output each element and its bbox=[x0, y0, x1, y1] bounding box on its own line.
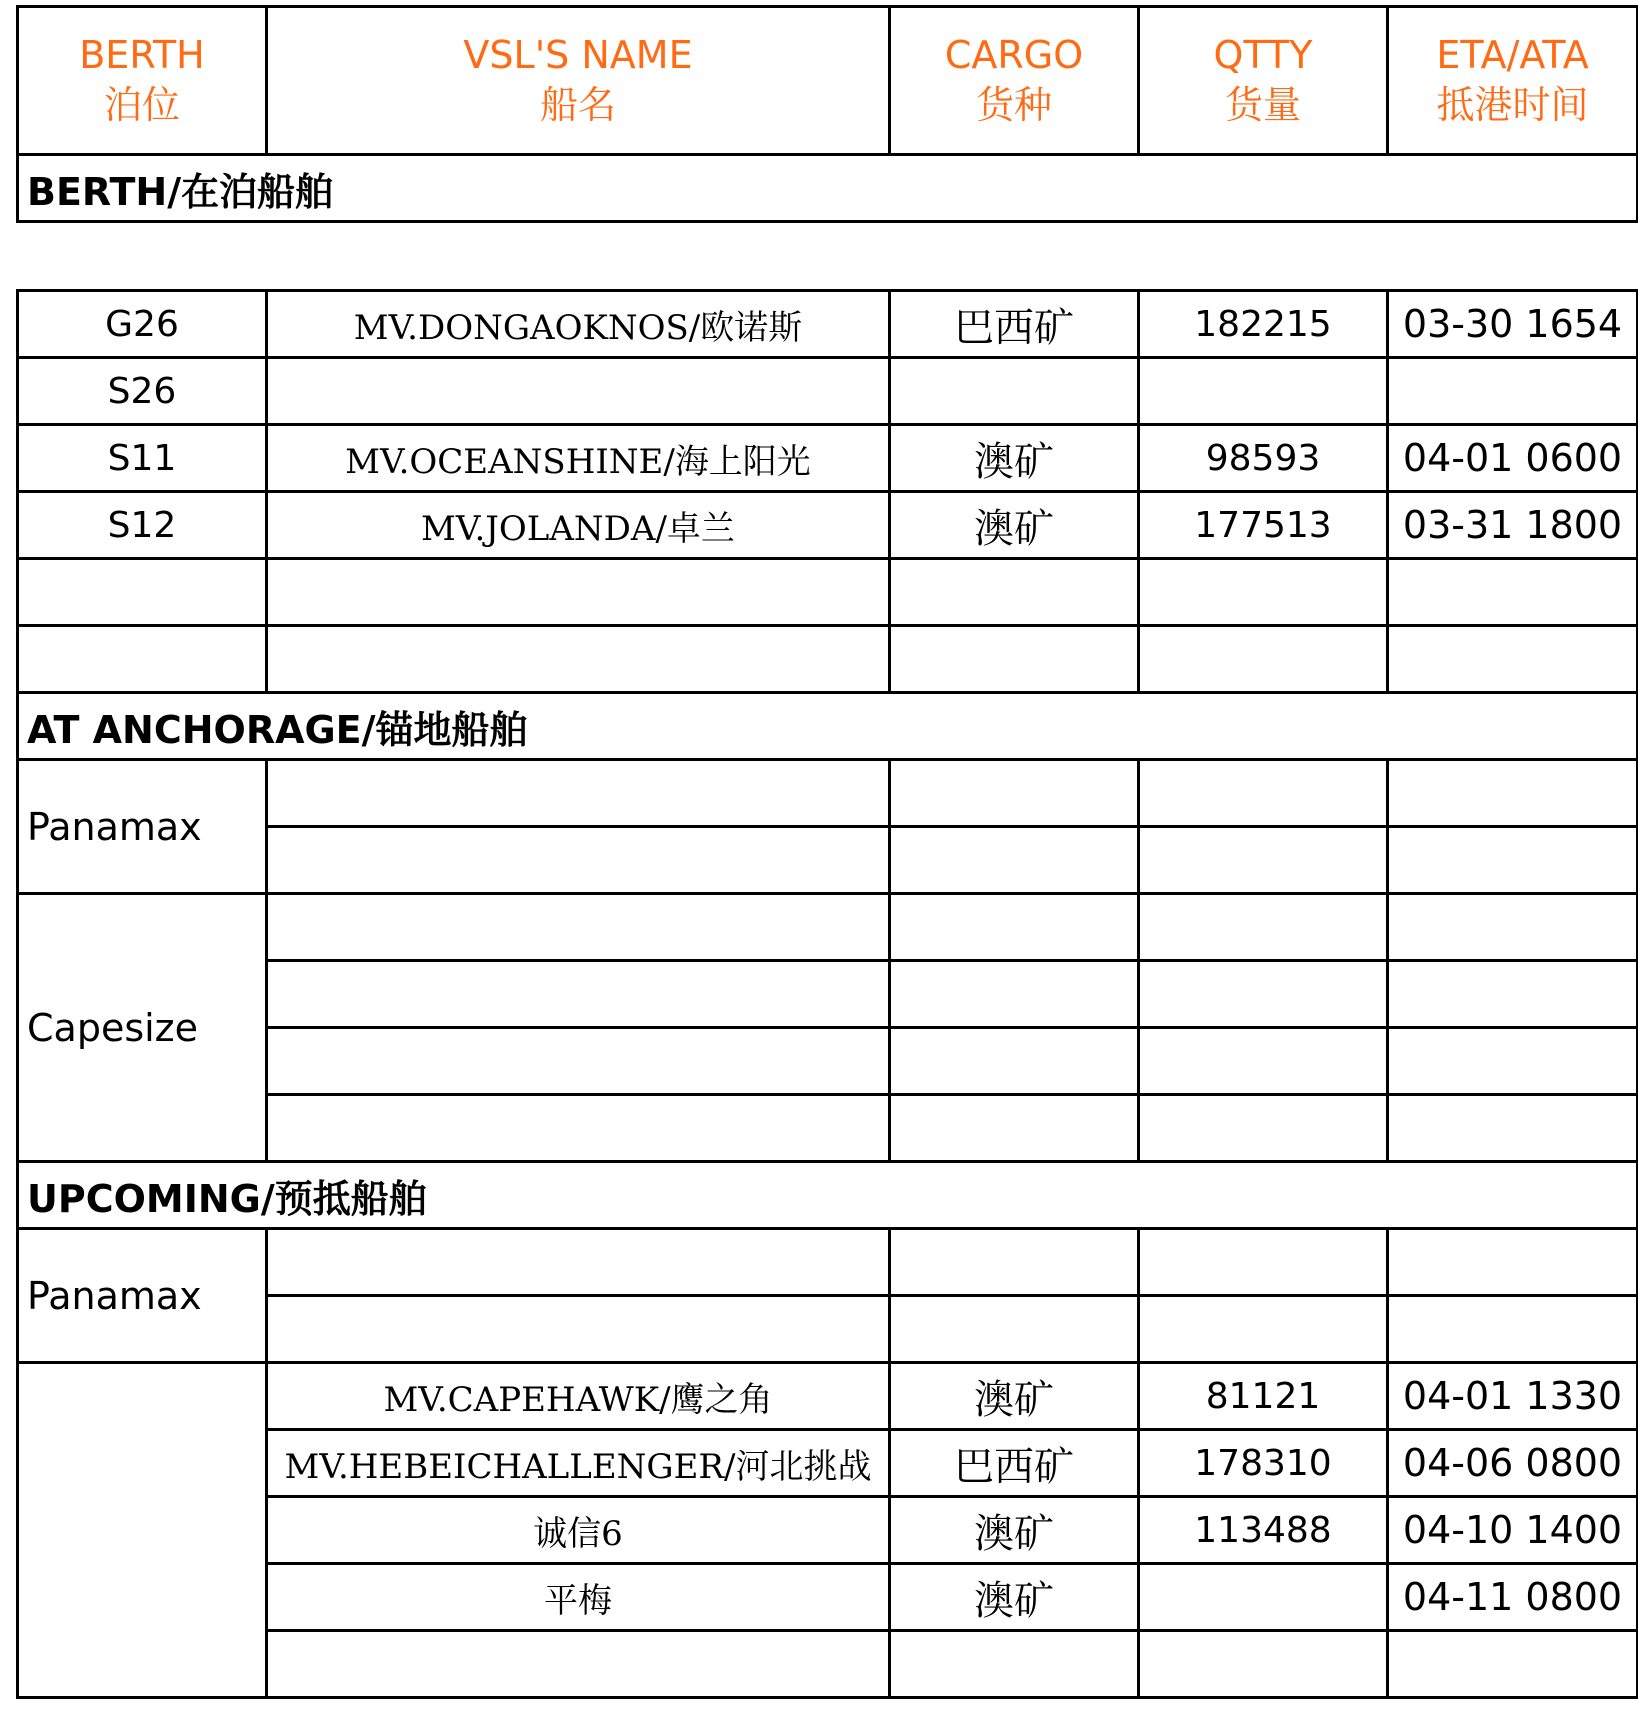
header-vsl-name: VSL'S NAME 船名 bbox=[267, 7, 890, 155]
upcoming-capesize-blank bbox=[18, 1363, 267, 1698]
qtty-cell bbox=[1139, 358, 1388, 425]
eta-cell: 04-01 0600 bbox=[1388, 425, 1638, 492]
berth-cell: S11 bbox=[18, 425, 267, 492]
schedule-header-table bbox=[16, 5, 1638, 223]
section-title-anchorage: AT ANCHORAGE/锚地船舶 bbox=[18, 693, 1638, 760]
cargo-cell: 澳矿 bbox=[890, 1497, 1139, 1564]
eta-cell: 04-06 0800 bbox=[1388, 1430, 1638, 1497]
berth-cell: S26 bbox=[18, 358, 267, 425]
header-eta-ata: ETA/ATA 抵港时间 bbox=[1388, 7, 1638, 155]
cargo-cell: 巴西矿 bbox=[890, 291, 1139, 358]
table-row bbox=[18, 492, 1638, 559]
table-row bbox=[18, 760, 1638, 827]
cargo-cell: 澳矿 bbox=[890, 492, 1139, 559]
vessel-cell bbox=[267, 358, 890, 425]
table-row bbox=[18, 1363, 1638, 1430]
vessel-cell: MV.CAPEHAWK/鹰之角 bbox=[267, 1363, 890, 1430]
header-cargo: CARGO 货种 bbox=[890, 7, 1139, 155]
vessel-cell: MV.JOLANDA/卓兰 bbox=[267, 492, 890, 559]
qtty-cell: 177513 bbox=[1139, 492, 1388, 559]
header-row bbox=[18, 7, 1638, 155]
qtty-cell: 81121 bbox=[1139, 1363, 1388, 1430]
table-row bbox=[18, 894, 1638, 961]
section-title-upcoming: UPCOMING/预抵船舶 bbox=[18, 1162, 1638, 1229]
header-berth: BERTH 泊位 bbox=[18, 7, 267, 155]
vessel-cell: 诚信6 bbox=[267, 1497, 890, 1564]
table-row bbox=[18, 626, 1638, 693]
table-row bbox=[18, 358, 1638, 425]
eta-cell: 04-10 1400 bbox=[1388, 1497, 1638, 1564]
berth-cell: G26 bbox=[18, 291, 267, 358]
anchorage-panamax-label: Panamax bbox=[18, 760, 267, 894]
qtty-cell bbox=[1139, 1564, 1388, 1631]
qtty-cell: 98593 bbox=[1139, 425, 1388, 492]
cargo-cell bbox=[890, 358, 1139, 425]
qtty-cell: 182215 bbox=[1139, 291, 1388, 358]
berth-cell: S12 bbox=[18, 492, 267, 559]
eta-cell: 04-11 0800 bbox=[1388, 1564, 1638, 1631]
table-row bbox=[18, 1229, 1638, 1296]
vessel-cell: 平梅 bbox=[267, 1564, 890, 1631]
table-row bbox=[18, 559, 1638, 626]
eta-cell: 03-31 1800 bbox=[1388, 492, 1638, 559]
eta-cell: 04-01 1330 bbox=[1388, 1363, 1638, 1430]
cargo-cell: 澳矿 bbox=[890, 1564, 1139, 1631]
eta-cell: 03-30 1654 bbox=[1388, 291, 1638, 358]
qtty-cell: 178310 bbox=[1139, 1430, 1388, 1497]
table-row bbox=[18, 425, 1638, 492]
qtty-cell: 113488 bbox=[1139, 1497, 1388, 1564]
section-title-berth: BERTH/在泊船舶 bbox=[18, 155, 1638, 222]
header-qtty: QTTY 货量 bbox=[1139, 7, 1388, 155]
anchorage-capesize-label: Capesize bbox=[18, 894, 267, 1162]
cargo-cell: 巴西矿 bbox=[890, 1430, 1139, 1497]
table-row bbox=[18, 291, 1638, 358]
vessel-cell: MV.DONGAOKNOS/欧诺斯 bbox=[267, 291, 890, 358]
upcoming-panamax-label: Panamax bbox=[18, 1229, 267, 1363]
cargo-cell: 澳矿 bbox=[890, 425, 1139, 492]
vessel-cell: MV.OCEANSHINE/海上阳光 bbox=[267, 425, 890, 492]
eta-cell bbox=[1388, 358, 1638, 425]
vessel-cell: MV.HEBEICHALLENGER/河北挑战 bbox=[267, 1430, 890, 1497]
cargo-cell: 澳矿 bbox=[890, 1363, 1139, 1430]
schedule-body-table bbox=[16, 289, 1638, 1699]
